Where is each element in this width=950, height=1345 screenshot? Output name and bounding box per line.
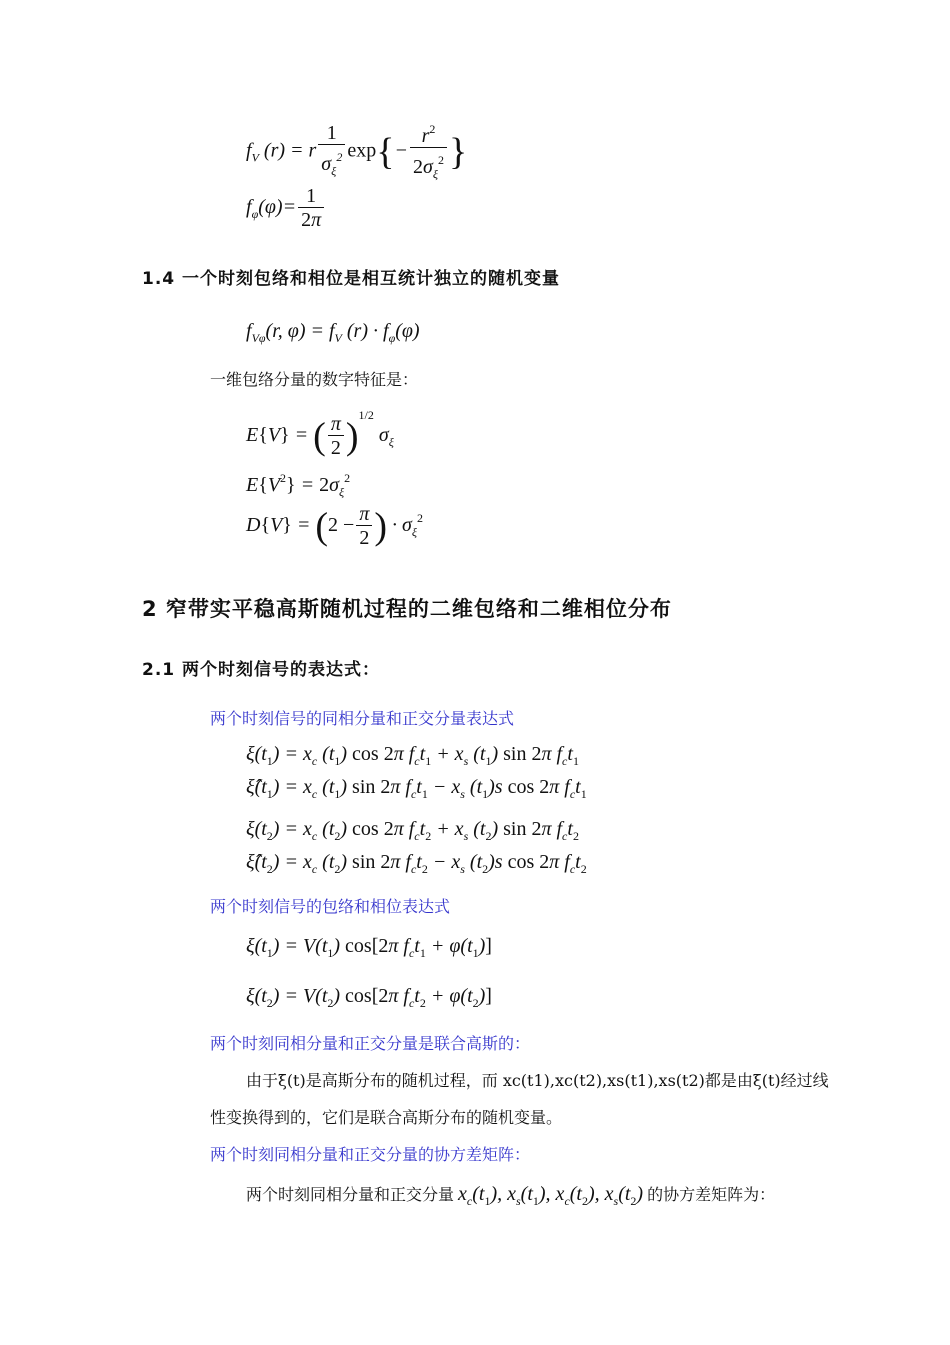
equation-ev2: $E\{V^2\} = 2\sigma_\xi^2$ bbox=[246, 471, 351, 499]
equation-env-t2: $\xi(t_2) = V(t_2)$ cos[2π $f_ct_2 + \varphi(t_2)$] bbox=[246, 985, 492, 1010]
heading-1-4: 1.4 一个时刻包络和相位是相互统计独立的随机变量 bbox=[142, 269, 561, 289]
paragraph-1b: 性变换得到的，它们是联合高斯分布的随机变量。 bbox=[210, 1108, 563, 1127]
equation-xi-t1: $\xi(t_1) = x_c$ $(t_1)$ cos 2π $f_ct_1 + x_s$ $(t_1)$ sin 2π $f_ct_1$ bbox=[246, 743, 579, 768]
equation-xihat-t1: $\xî(t_1) = x_c$ $(t_1)$ sin 2π $f_ct_1 - x_s$ $(t_1)s$ cos 2π $f_ct_1$ bbox=[246, 776, 587, 801]
equation-fphi: $f_\varphi(\varphi)=$ $\frac{1}{2\pi}$ bbox=[246, 185, 326, 232]
equation-env-t1: $\xi(t_1) = V(t_1)$ cos[2π $f_ct_1 + \varphi(t_1)$] bbox=[246, 935, 492, 960]
equation-ev: E{V} = ( $\frac{\pi}{2}$ )$^{1/2}$ $\sigma_\xi$ bbox=[246, 408, 394, 459]
equation-dv: D{V} = (2 − $\frac{\pi}{2}$ ) · $\sigma_\xi^2$ bbox=[246, 503, 424, 549]
equation-vars: $x_c(t_1)$, $x_s(t_1)$, $x_c(t_2)$, $x_s(t_2)$ bbox=[458, 1183, 644, 1208]
text-features: 一维包络分量的数字特征是： bbox=[210, 370, 419, 389]
equation-xi-t2: $\xi(t_2) = x_c$ $(t_2)$ cos 2π $f_ct_2 + x_s$ $(t_2)$ sin 2π $f_ct_2$ bbox=[246, 818, 579, 843]
equation-xihat-t2: $\xî(t_2) = x_c$ $(t_2)$ sin 2π $f_ct_2 - x_s$ $(t_2)s$ cos 2π $f_ct_2$ bbox=[246, 851, 587, 876]
equation-fvphi: $f_{V\varphi}(r$, $\varphi) = f_V$ $(r) \cdot f_\varphi(\varphi)$ bbox=[246, 320, 420, 345]
paragraph-2-end: 的协方差矩阵为： bbox=[647, 1185, 776, 1204]
text-blue-3: 两个时刻同相分量和正交分量是联合高斯的： bbox=[210, 1034, 531, 1053]
heading-2-1: 2.1 两个时刻信号的表达式： bbox=[142, 660, 381, 680]
text-blue-1: 两个时刻信号的同相分量和正交分量表达式 bbox=[210, 709, 515, 728]
text-blue-4: 两个时刻同相分量和正交分量的协方差矩阵： bbox=[210, 1145, 531, 1164]
paragraph-2-start: 两个时刻同相分量和正交分量 bbox=[246, 1185, 455, 1204]
text-blue-2: 两个时刻信号的包络和相位表达式 bbox=[210, 897, 451, 916]
heading-2: 2 窄带实平稳高斯随机过程的二维包络和二维相位分布 bbox=[142, 597, 672, 621]
paragraph-1a: 由于ξ(t)是高斯分布的随机过程，而 xc(t1),xc(t2),xs(t1),xs(t2)都是由ξ(t)经过线 bbox=[246, 1071, 829, 1090]
equation-fv: $f_V$ (r) = r $\frac{1}{\sigma_\xi^2}$ exp{− $\frac{r^2}{2\sigma_\xi^2}$ } bbox=[246, 118, 467, 186]
paragraph-2 bbox=[246, 1182, 775, 1209]
